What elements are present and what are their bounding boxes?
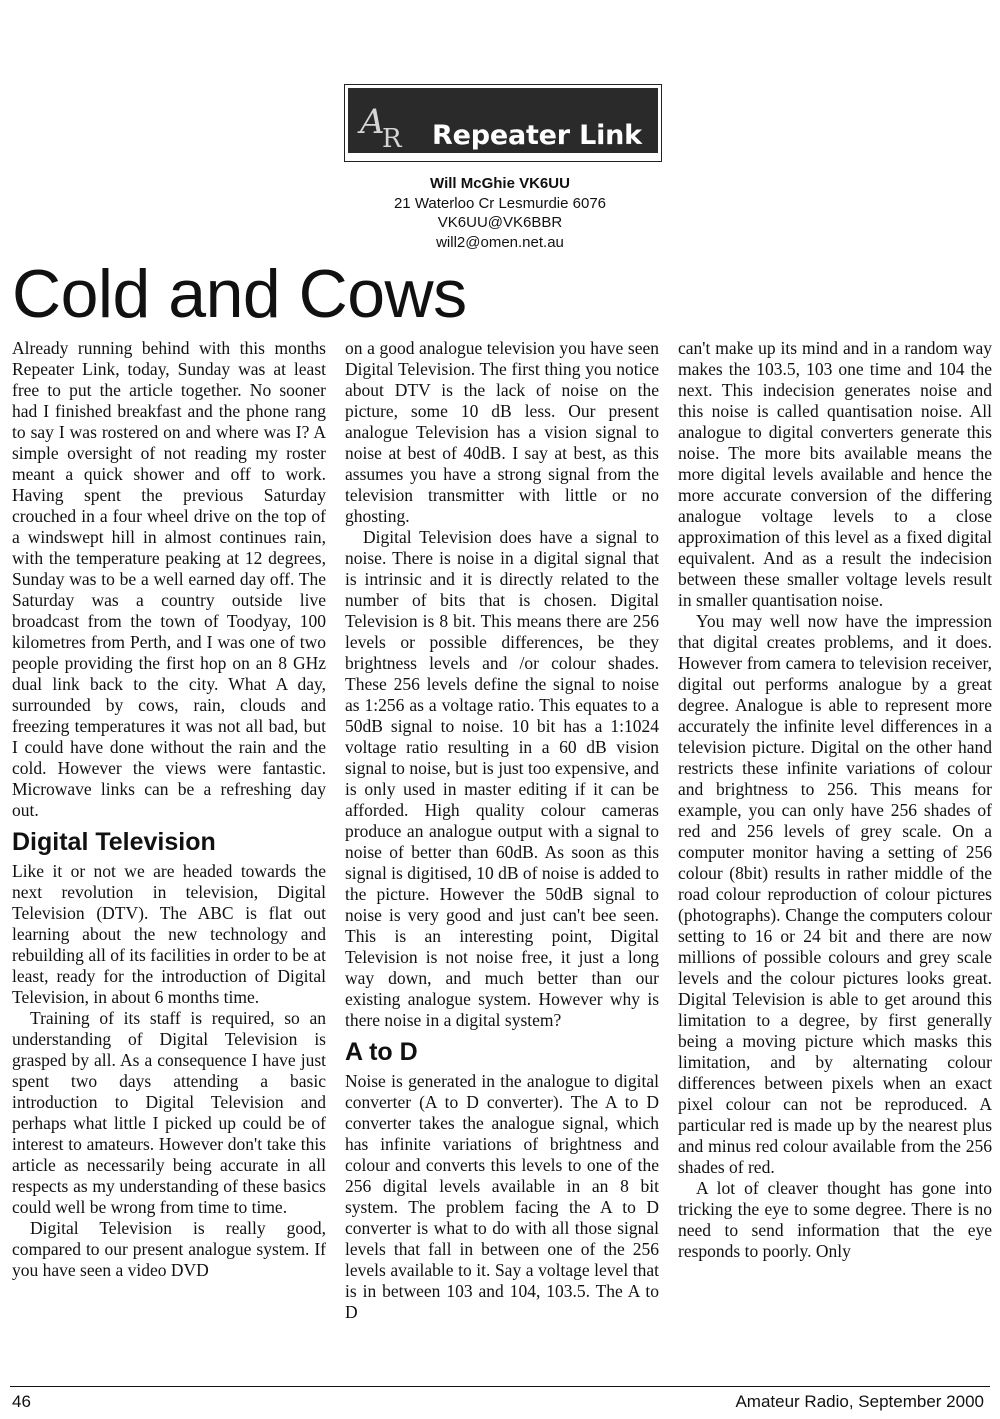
- article-column-1: [12, 338, 326, 1373]
- paragraph: A lot of cleaver thought has gone into tricking the eye to some degree. There is no need to send information that the eye responds to poorly. Only: [678, 1178, 992, 1261]
- page-number: 46: [12, 1392, 31, 1411]
- journal-issue: Amateur Radio, September 2000: [735, 1392, 984, 1411]
- paragraph: Digital Television is really good, compared to our present analogue system. If you have seen a video DVD: [12, 1218, 326, 1280]
- author-name: Will McGhie VK6UU: [430, 175, 570, 192]
- author-email: will2@omen.net.au: [436, 233, 564, 251]
- ar-logo-letter-a: A: [360, 102, 385, 142]
- paragraph: Noise is generated in the analogue to digital converter (A to D converter). The A to D converter takes the analogue signal, which has infinite variations of brightness and colour and converts this levels to one of the 256 digital levels available in an 8 bit system. The problem facing the A to D converter is what to do with all those signal levels that fall in between one of the 256 levels available to it. Say a voltage level that is in between 103 and 104, 103.5. The A to D: [345, 1071, 659, 1322]
- paragraph: You may well now have the impression that digital creates problems, and it does. However from camera to television receiver, digital out performs analogue by a great degree. Analogue is able to represent more accurately the infinite level differences in a television picture. Digital on the other hand restricts these infinite variations of colour and brightness to 256. This means for example, you can only have 256 shades of red and 256 levels of grey scale. On a computer monitor having a setting of 256 colour (8bit) results in rather middle of the road colour reproduction of colour pictures (photographs). Change the computers colour setting to 16 or 24 bit and there are now millions of possible colours and grey scale levels and the colour pictures looks great. Digital Television is able to get around this limitation to a degree, by first generally being a moving picture which masks this limitation, and by alternating colour differences between pixels when an exact pixel colour can not be reproduced. A particular red is made up by the nearest plus and minus red colour available from the 256 shades of red.: [678, 611, 992, 1177]
- banner-background: [348, 88, 658, 153]
- paragraph: on a good analogue television you have seen Digital Television. The first thing you notice about DTV is the lack of noise on the picture, some 10 dB less. Our present analogue Television has a vision signal to noise at best of 40dB. I say at best, as this assumes you have a strong signal from the television transmitter with little or no ghosting.: [345, 338, 659, 526]
- paragraph: Like it or not we are headed towards the next revolution in television, Digital Television (DTV). The ABC is flat out learning about the new technology and rebuilding all of its facilities in order to be at least, ready for the introduction of Digital Television, in about 6 months time.: [12, 861, 326, 1007]
- paragraph: Digital Television does have a signal to noise. There is noise in a digital signal that is intrinsic and it is directly related to the number of bits that is chosen. Digital Television is 8 bit. This means there are 256 levels or possible differences, be they brightness levels and /or colour shades. These 256 levels define the signal to noise as 1:256 as a voltage ratio. This equates to a 50dB signal to noise. 10 bit has a 1:1024 voltage ratio resulting in a 60 dB vision signal to noise, but is just too expensive, and is only used in master editing if it can be afforded. High quality colour cameras produce an analogue output with a signal to noise of better than 60dB. As soon as this signal is digitised, 10 dB of noise is added to the picture. However the 50dB signal to noise is very good and just can't bee seen. This is an interesting point, Digital Television is not noise free, it just a long way down, and much better than our existing analogue system. However why is there noise in a digital system?: [345, 527, 659, 1030]
- author-callsign-email: VK6UU@VK6BBR: [437, 214, 563, 231]
- section-title: Repeater Link: [432, 120, 642, 151]
- subheading-digital-television: Digital Television: [12, 828, 216, 856]
- section-banner: [344, 84, 662, 162]
- ar-logo-letter-r: R: [382, 124, 402, 154]
- paragraph: Already running behind with this months Repeater Link, today, Sunday was at least free to put the article together. No sooner had I finished breakfast and the phone rang to say I was rostered on and where was I? A simple oversight of not reading my roster meant a quick shower and off to work. Having spent the previous Saturday crouched in a four wheel drive on the top of a windswept hill in almost continues rain, with the temperature peaking at 12 degrees, Sunday was to be a well earned day off. The Saturday was a country outside live broadcast from the town of Toodyay, 100 kilometres from Perth, and I was one of two people providing the first hop on an 8 GHz dual link back to the city. What A day, surrounded by cows, rain, clouds and freezing temperatures it was not all bad, but I could have done without the rain and the cold. However the views were fantastic. Microwave links can be a refreshing day out.: [12, 338, 326, 820]
- paragraph: can't make up its mind and in a random way makes the 103.5, 103 one time and 104 the next. This indecision generates noise and this noise is called quantisation noise. All analogue to digital converters generate this noise. The more bits available means the more digital levels available and hence the more accurate conversion of the differing analogue voltage levels to a close approximation of this level as a fixed digital equivalent. And as a result the indecision between these smaller voltage levels result in smaller quantisation noise.: [678, 338, 992, 610]
- subheading-a-to-d: A to D: [345, 1038, 418, 1066]
- article-column-2: [345, 338, 659, 1373]
- footer-rule: [10, 1386, 990, 1387]
- article-headline: Cold and Cows: [12, 256, 467, 332]
- article-column-3: [678, 338, 992, 1373]
- author-address: 21 Waterloo Cr Lesmurdie 6076: [393, 194, 607, 212]
- paragraph: Training of its staff is required, so an understanding of Digital Television is grasped by all. As a consequence I have just spent two days attending a basic introduction to Digital Television and perhaps what little I picked up could be of interest to amateurs. However don't take this article as necessarily being accurate in all respects as my understanding of these basics could well be wrong from time to time.: [12, 1008, 326, 1217]
- author-block: [300, 174, 700, 252]
